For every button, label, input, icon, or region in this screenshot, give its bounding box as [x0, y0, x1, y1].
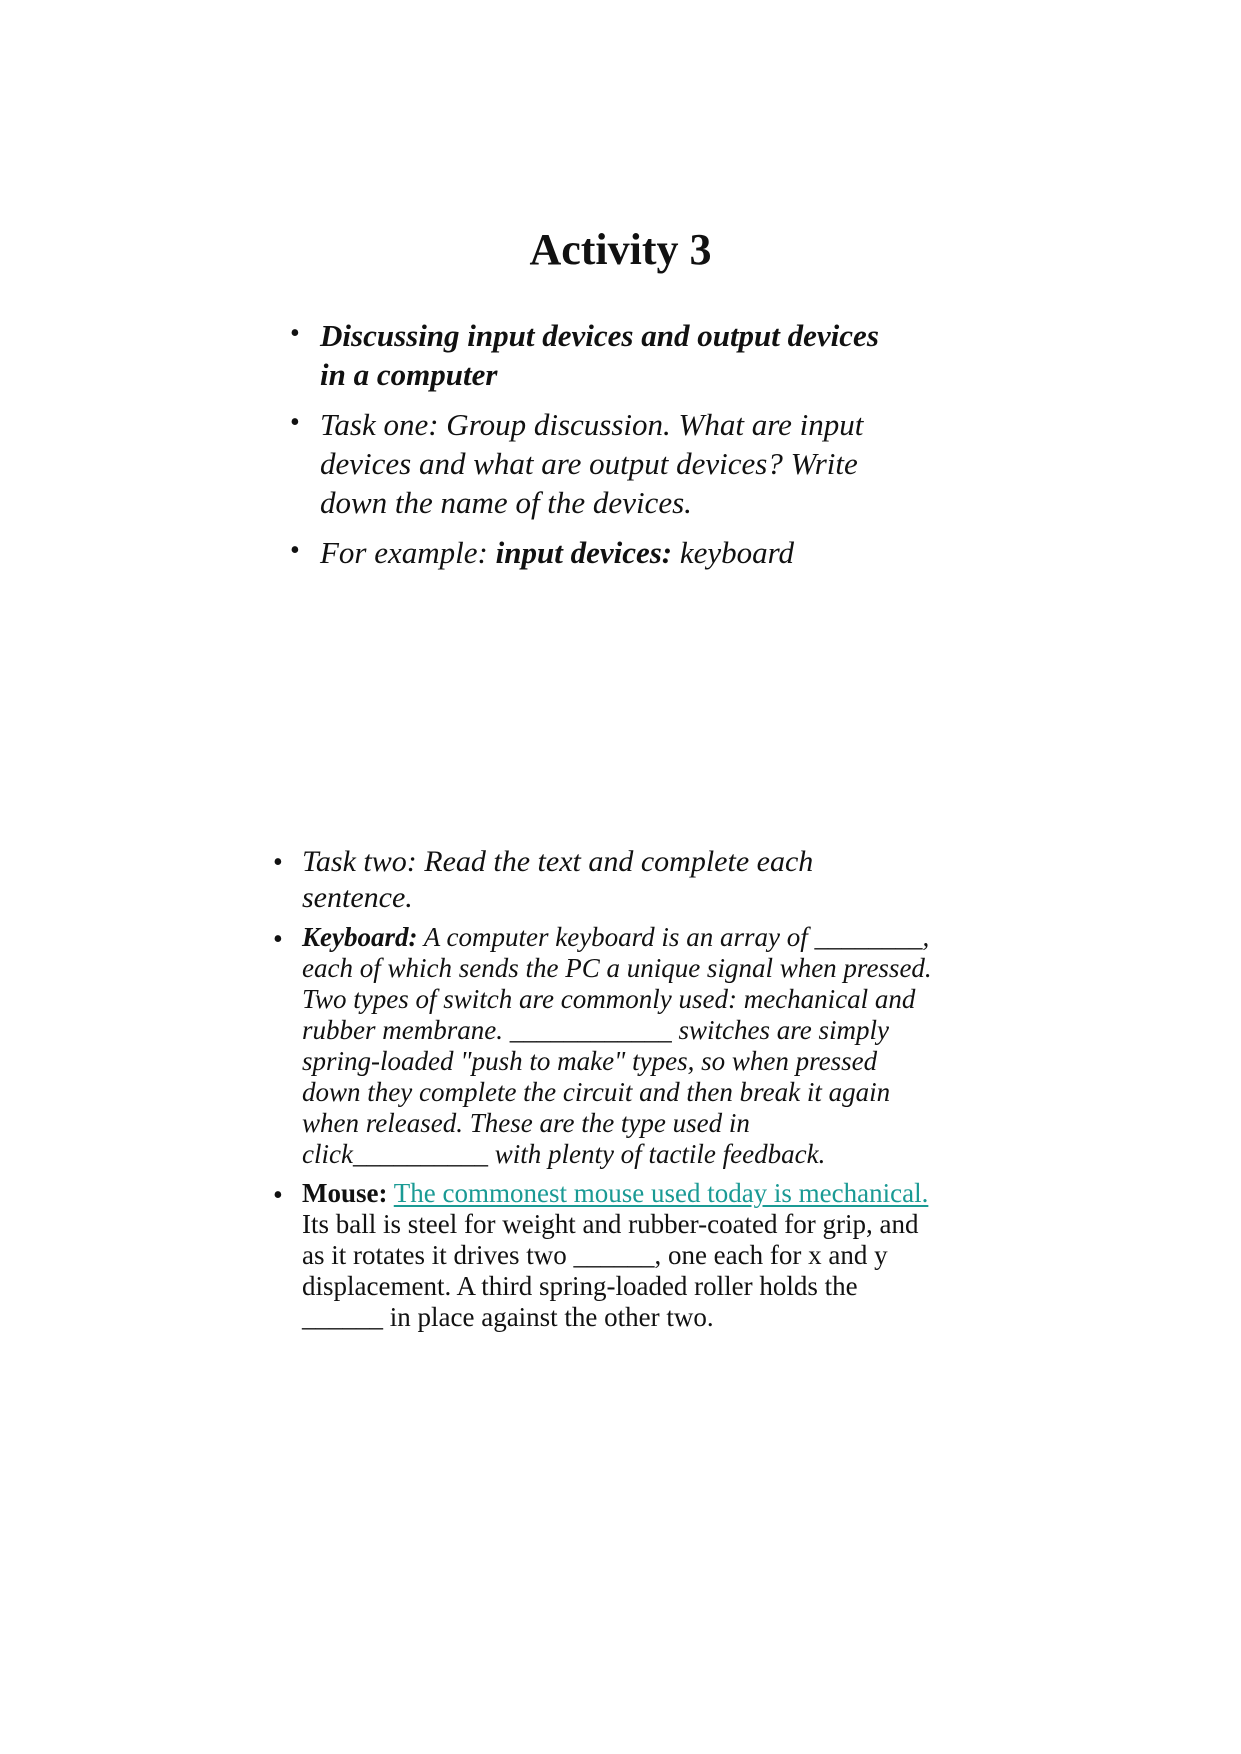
- mouse-line-3: as it rotates it drives two ______, one each for x and y: [302, 1240, 888, 1270]
- mouse-line-5: ______ in place against the other two.: [302, 1302, 714, 1332]
- example-suffix: keyboard: [672, 535, 795, 570]
- topic-line-2: in a computer: [320, 357, 498, 392]
- keyboard-line-7: when released. These are the type used in: [302, 1108, 750, 1138]
- bullet-icon: •: [290, 535, 300, 566]
- keyboard-line-1: [302, 922, 929, 953]
- bullet-icon: •: [290, 407, 300, 438]
- bullet-icon: •: [290, 318, 300, 349]
- bullet-icon: •: [273, 924, 283, 955]
- mouse-line-2: Its ball is steel for weight and rubber-coated for grip, and: [302, 1209, 919, 1239]
- example-bold: input devices:: [495, 535, 673, 570]
- bullet-icon: •: [273, 847, 283, 878]
- keyboard-line-6: down they complete the circuit and then break it again: [302, 1077, 891, 1107]
- mouse-line-4: displacement. A third spring-loaded roller holds the: [302, 1271, 858, 1301]
- keyboard-line-5: spring-loaded "push to make" types, so when pressed: [302, 1046, 878, 1076]
- keyboard-line-8: click__________ with plenty of tactile feedback.: [302, 1139, 826, 1169]
- task-one-line-1: Task one: Group discussion. What are input: [320, 407, 864, 442]
- keyboard-line-3: Two types of switch are commonly used: mechanical and: [302, 984, 916, 1014]
- mouse-line-1: [302, 1178, 928, 1209]
- mouse-link[interactable]: The commonest mouse used today is mechanical.: [393, 1178, 929, 1208]
- mouse-label: Mouse:: [302, 1178, 388, 1208]
- example-line: [320, 533, 794, 573]
- task-two-line-2: sentence.: [302, 881, 413, 914]
- task-one-line-2: devices and what are output devices? Write: [320, 446, 858, 481]
- keyboard-text: A computer keyboard is an array of ________,: [417, 922, 930, 952]
- page-title: Activity 3: [529, 225, 712, 274]
- keyboard-label: Keyboard:: [302, 922, 418, 952]
- topic-line-1: Discussing input devices and output devices: [320, 318, 879, 353]
- task-one-line-3: down the name of the devices.: [320, 485, 692, 520]
- keyboard-line-4: rubber membrane. ____________ switches are simply: [302, 1015, 889, 1045]
- keyboard-line-2: each of which sends the PC a unique signal when pressed.: [302, 953, 932, 983]
- bullet-icon: •: [273, 1180, 283, 1211]
- task-two-line-1: Task two: Read the text and complete each: [302, 845, 814, 878]
- example-prefix: For example:: [320, 535, 496, 570]
